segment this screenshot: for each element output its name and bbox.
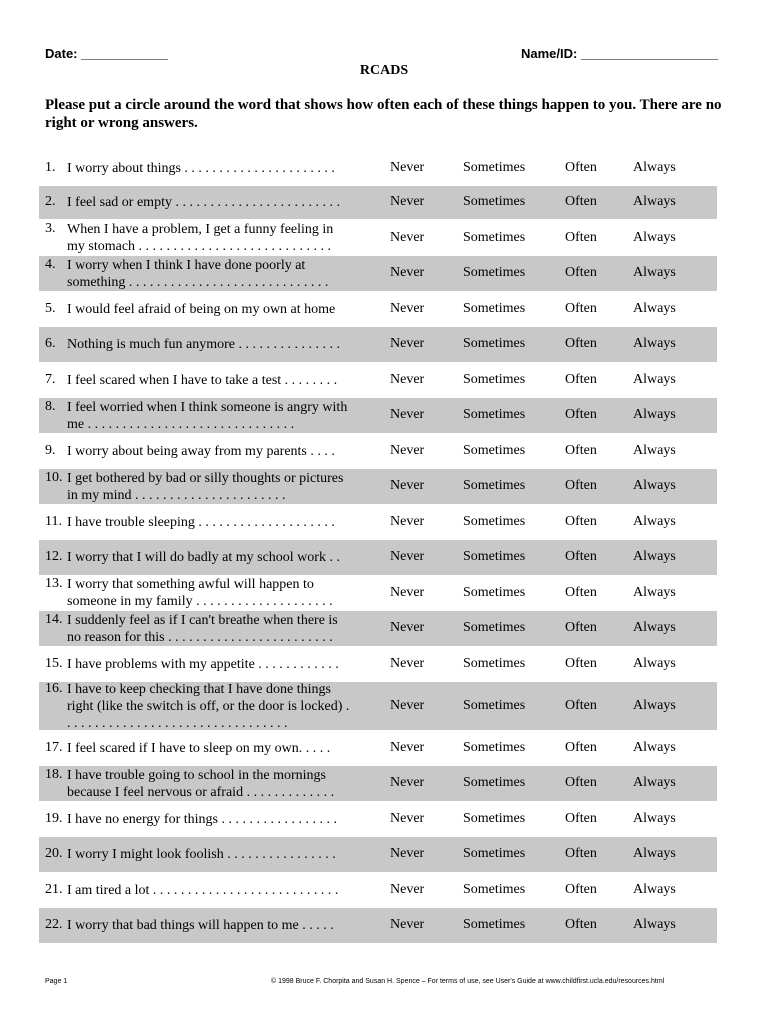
answer-option-often[interactable]: Often bbox=[565, 740, 597, 755]
answer-option-never[interactable]: Never bbox=[390, 265, 425, 280]
answer-option-never[interactable]: Never bbox=[390, 478, 425, 493]
answer-option-always[interactable]: Always bbox=[633, 917, 676, 932]
question-text-line: no reason for this . . . . . . . . . . . . . . . . . . . . . . . . bbox=[67, 630, 333, 645]
answer-option-never[interactable]: Never bbox=[390, 811, 425, 826]
answer-option-always[interactable]: Always bbox=[633, 775, 676, 790]
copyright-notice: © 1998 Bruce F. Chorpita and Susan H. Spence – For terms of use, see User's Guide at www.childfirst.ucla.edu/resources.html bbox=[271, 978, 665, 985]
answer-option-never[interactable]: Never bbox=[390, 194, 425, 209]
question-row bbox=[39, 766, 717, 801]
question-row bbox=[39, 434, 717, 468]
question-text bbox=[67, 681, 357, 732]
question-text bbox=[67, 160, 357, 177]
answer-option-always[interactable]: Always bbox=[633, 443, 676, 458]
answer-option-often[interactable]: Often bbox=[565, 407, 597, 422]
question-text-line: . . . . . . . . . . . . . . . . . . . . . . . . . . . . . . . . bbox=[67, 716, 288, 731]
answer-option-sometimes[interactable]: Sometimes bbox=[463, 443, 526, 458]
answer-option-often[interactable]: Often bbox=[565, 698, 597, 713]
question-number: 12. bbox=[45, 549, 63, 564]
question-number: 14. bbox=[45, 612, 63, 627]
answer-option-often[interactable]: Often bbox=[565, 301, 597, 316]
answer-option-often[interactable]: Often bbox=[565, 917, 597, 932]
answer-option-never[interactable]: Never bbox=[390, 372, 425, 387]
answer-option-never[interactable]: Never bbox=[390, 585, 425, 600]
question-text-line: I feel scared when I have to take a test . . . . . . . . bbox=[67, 373, 338, 388]
answer-option-sometimes[interactable]: Sometimes bbox=[463, 585, 526, 600]
answer-option-always[interactable]: Always bbox=[633, 811, 676, 826]
answer-option-sometimes[interactable]: Sometimes bbox=[463, 194, 526, 209]
answer-option-sometimes[interactable]: Sometimes bbox=[463, 811, 526, 826]
answer-option-often[interactable]: Often bbox=[565, 775, 597, 790]
question-number: 19. bbox=[45, 811, 63, 826]
answer-option-always[interactable]: Always bbox=[633, 160, 676, 175]
question-number: 22. bbox=[45, 917, 63, 932]
question-number: 20. bbox=[45, 846, 63, 861]
answer-option-always[interactable]: Always bbox=[633, 549, 676, 564]
question-text-line: right (like the switch is off, or the door is locked) . bbox=[67, 699, 350, 714]
question-number: 10. bbox=[45, 470, 63, 485]
question-text-line: I have trouble sleeping . . . . . . . . . . . . . . . . . . . . bbox=[67, 515, 335, 530]
answer-option-sometimes[interactable]: Sometimes bbox=[463, 407, 526, 422]
answer-option-sometimes[interactable]: Sometimes bbox=[463, 846, 526, 861]
instructions: Please put a circle around the word that shows how often each of these things happen to you. There are no right or wrong answers. bbox=[45, 97, 722, 131]
question-number: 17. bbox=[45, 740, 63, 755]
question-text bbox=[67, 336, 357, 353]
answer-option-sometimes[interactable]: Sometimes bbox=[463, 698, 526, 713]
answer-option-always[interactable]: Always bbox=[633, 265, 676, 280]
question-text bbox=[67, 740, 357, 757]
question-text-line: I have no energy for things . . . . . . . . . . . . . . . . . bbox=[67, 812, 337, 827]
question-row bbox=[39, 398, 717, 433]
answer-option-never[interactable]: Never bbox=[390, 656, 425, 671]
answer-option-always[interactable]: Always bbox=[633, 194, 676, 209]
answer-option-always[interactable]: Always bbox=[633, 407, 676, 422]
question-text bbox=[67, 549, 357, 566]
question-number: 6. bbox=[45, 336, 56, 351]
question-text-line: because I feel nervous or afraid . . . . . . . . . . . . . bbox=[67, 785, 335, 800]
question-row bbox=[39, 908, 717, 943]
question-text-line: someone in my family . . . . . . . . . . . . . . . . . . . . bbox=[67, 594, 333, 609]
question-row bbox=[39, 873, 717, 907]
question-row bbox=[39, 186, 717, 219]
page-title: RCADS bbox=[359, 63, 409, 78]
answer-option-never[interactable]: Never bbox=[390, 549, 425, 564]
answer-option-never[interactable]: Never bbox=[390, 160, 425, 175]
answer-option-always[interactable]: Always bbox=[633, 656, 676, 671]
question-text bbox=[67, 399, 357, 433]
answer-option-never[interactable]: Never bbox=[390, 882, 425, 897]
answer-option-sometimes[interactable]: Sometimes bbox=[463, 230, 526, 245]
question-text-line: I have problems with my appetite . . . . . . . . . . . . bbox=[67, 657, 339, 672]
question-text-line: my stomach . . . . . . . . . . . . . . . . . . . . . . . . . . . . bbox=[67, 239, 332, 254]
question-text-line: I worry that something awful will happen to bbox=[67, 577, 314, 592]
question-text-line: I would feel afraid of being on my own at home bbox=[67, 302, 336, 317]
question-row bbox=[39, 292, 717, 326]
question-row bbox=[39, 540, 717, 575]
answer-option-never[interactable]: Never bbox=[390, 514, 425, 529]
answer-option-always[interactable]: Always bbox=[633, 620, 676, 635]
answer-option-always[interactable]: Always bbox=[633, 585, 676, 600]
question-text bbox=[67, 194, 357, 211]
question-number: 9. bbox=[45, 443, 56, 458]
answer-option-sometimes[interactable]: Sometimes bbox=[463, 478, 526, 493]
question-row bbox=[39, 837, 717, 872]
question-number: 8. bbox=[45, 399, 56, 414]
answer-option-always[interactable]: Always bbox=[633, 478, 676, 493]
name-id-field-label: Name/ID: ___________________ bbox=[521, 46, 719, 61]
question-number: 18. bbox=[45, 767, 63, 782]
question-text bbox=[67, 576, 357, 610]
question-row bbox=[39, 802, 717, 836]
answer-option-sometimes[interactable]: Sometimes bbox=[463, 301, 526, 316]
question-text-line: I get bothered by bad or silly thoughts or pictures bbox=[67, 471, 344, 486]
question-row bbox=[39, 363, 717, 397]
answer-option-sometimes[interactable]: Sometimes bbox=[463, 514, 526, 529]
question-number: 3. bbox=[45, 221, 56, 236]
question-text-line: Nothing is much fun anymore . . . . . . . . . . . . . . . bbox=[67, 337, 340, 352]
question-text bbox=[67, 882, 357, 899]
question-number: 13. bbox=[45, 576, 63, 591]
question-text bbox=[67, 917, 357, 934]
question-row bbox=[39, 327, 717, 362]
question-row bbox=[39, 221, 717, 255]
answer-option-sometimes[interactable]: Sometimes bbox=[463, 775, 526, 790]
answer-option-sometimes[interactable]: Sometimes bbox=[463, 917, 526, 932]
question-number: 1. bbox=[45, 160, 56, 175]
answer-option-sometimes[interactable]: Sometimes bbox=[463, 740, 526, 755]
answer-option-often[interactable]: Often bbox=[565, 443, 597, 458]
answer-option-always[interactable]: Always bbox=[633, 740, 676, 755]
answer-option-often[interactable]: Often bbox=[565, 336, 597, 351]
question-text-line: I feel worried when I think someone is angry with bbox=[67, 400, 348, 415]
question-text bbox=[67, 846, 357, 863]
question-number: 11. bbox=[45, 514, 62, 529]
question-number: 16. bbox=[45, 681, 63, 696]
answer-option-always[interactable]: Always bbox=[633, 230, 676, 245]
answer-option-often[interactable]: Often bbox=[565, 585, 597, 600]
question-text-line: When I have a problem, I get a funny feeling in bbox=[67, 222, 334, 237]
question-text-line: I worry that I will do badly at my school work . . bbox=[67, 550, 340, 565]
question-text bbox=[67, 257, 357, 291]
question-text bbox=[67, 656, 357, 673]
answer-option-often[interactable]: Often bbox=[565, 514, 597, 529]
answer-option-often[interactable]: Often bbox=[565, 846, 597, 861]
answer-option-often[interactable]: Often bbox=[565, 478, 597, 493]
answer-option-never[interactable]: Never bbox=[390, 917, 425, 932]
answer-option-often[interactable]: Often bbox=[565, 549, 597, 564]
question-text-line: something . . . . . . . . . . . . . . . . . . . . . . . . . . . . . bbox=[67, 275, 329, 290]
question-text bbox=[67, 301, 357, 318]
date-field-label: Date: ____________ bbox=[45, 46, 168, 61]
answer-option-never[interactable]: Never bbox=[390, 698, 425, 713]
question-text-line: I feel scared if I have to sleep on my own. . . . . bbox=[67, 741, 331, 756]
question-row bbox=[39, 611, 717, 646]
answer-option-often[interactable]: Often bbox=[565, 265, 597, 280]
question-text bbox=[67, 443, 357, 460]
answer-option-never[interactable]: Never bbox=[390, 301, 425, 316]
question-text-line: I worry when I think I have done poorly at bbox=[67, 258, 306, 273]
question-text-line: I have to keep checking that I have done things bbox=[67, 682, 331, 697]
question-row bbox=[39, 152, 717, 184]
question-number: 15. bbox=[45, 656, 63, 671]
answer-option-always[interactable]: Always bbox=[633, 846, 676, 861]
question-number: 4. bbox=[45, 257, 56, 272]
answer-option-never[interactable]: Never bbox=[390, 775, 425, 790]
question-text-line: I worry about things . . . . . . . . . . . . . . . . . . . . . . bbox=[67, 161, 335, 176]
answer-option-often[interactable]: Often bbox=[565, 230, 597, 245]
question-text bbox=[67, 372, 357, 389]
question-text bbox=[67, 470, 357, 504]
answer-option-never[interactable]: Never bbox=[390, 336, 425, 351]
answer-option-often[interactable]: Often bbox=[565, 620, 597, 635]
answer-option-never[interactable]: Never bbox=[390, 740, 425, 755]
answer-option-sometimes[interactable]: Sometimes bbox=[463, 882, 526, 897]
answer-option-often[interactable]: Often bbox=[565, 160, 597, 175]
answer-option-always[interactable]: Always bbox=[633, 336, 676, 351]
question-row bbox=[39, 576, 717, 610]
answer-option-sometimes[interactable]: Sometimes bbox=[463, 160, 526, 175]
question-row bbox=[39, 731, 717, 765]
question-text-line: me . . . . . . . . . . . . . . . . . . . . . . . . . . . . . . bbox=[67, 417, 295, 432]
question-row bbox=[39, 505, 717, 539]
question-row bbox=[39, 647, 717, 681]
page-number: Page 1 bbox=[45, 978, 68, 985]
answer-option-always[interactable]: Always bbox=[633, 301, 676, 316]
answer-option-always[interactable]: Always bbox=[633, 372, 676, 387]
answer-option-sometimes[interactable]: Sometimes bbox=[463, 372, 526, 387]
answer-option-never[interactable]: Never bbox=[390, 620, 425, 635]
question-row bbox=[39, 256, 717, 291]
question-text bbox=[67, 767, 357, 801]
question-text-line: I am tired a lot . . . . . . . . . . . . . . . . . . . . . . . . . . . bbox=[67, 883, 339, 898]
question-number: 5. bbox=[45, 301, 56, 316]
question-text-line: I suddenly feel as if I can't breathe when there is bbox=[67, 613, 338, 628]
answer-option-always[interactable]: Always bbox=[633, 882, 676, 897]
question-row bbox=[39, 469, 717, 504]
answer-option-often[interactable]: Often bbox=[565, 656, 597, 671]
answer-option-sometimes[interactable]: Sometimes bbox=[463, 549, 526, 564]
question-text bbox=[67, 514, 357, 531]
answer-option-often[interactable]: Often bbox=[565, 372, 597, 387]
answer-option-often[interactable]: Often bbox=[565, 811, 597, 826]
answer-option-never[interactable]: Never bbox=[390, 407, 425, 422]
question-number: 21. bbox=[45, 882, 63, 897]
question-text-line: I feel sad or empty . . . . . . . . . . . . . . . . . . . . . . . . bbox=[67, 195, 340, 210]
answer-option-sometimes[interactable]: Sometimes bbox=[463, 265, 526, 280]
question-text-line: I worry I might look foolish . . . . . . . . . . . . . . . . bbox=[67, 847, 336, 862]
answer-option-never[interactable]: Never bbox=[390, 230, 425, 245]
answer-option-never[interactable]: Never bbox=[390, 846, 425, 861]
question-text-line: I worry that bad things will happen to me . . . . . bbox=[67, 918, 334, 933]
answer-option-always[interactable]: Always bbox=[633, 514, 676, 529]
question-row bbox=[39, 682, 717, 730]
question-number: 2. bbox=[45, 194, 56, 209]
answer-option-never[interactable]: Never bbox=[390, 443, 425, 458]
question-text bbox=[67, 811, 357, 828]
answer-option-often[interactable]: Often bbox=[565, 194, 597, 209]
question-text bbox=[67, 612, 357, 646]
answer-option-always[interactable]: Always bbox=[633, 698, 676, 713]
answer-option-sometimes[interactable]: Sometimes bbox=[463, 336, 526, 351]
answer-option-sometimes[interactable]: Sometimes bbox=[463, 620, 526, 635]
question-text-line: I have trouble going to school in the mornings bbox=[67, 768, 326, 783]
question-text-line: I worry about being away from my parents . . . . bbox=[67, 444, 335, 459]
question-number: 7. bbox=[45, 372, 56, 387]
question-text-line: in my mind . . . . . . . . . . . . . . . . . . . . . . bbox=[67, 488, 286, 503]
question-text bbox=[67, 221, 357, 255]
answer-option-often[interactable]: Often bbox=[565, 882, 597, 897]
answer-option-sometimes[interactable]: Sometimes bbox=[463, 656, 526, 671]
